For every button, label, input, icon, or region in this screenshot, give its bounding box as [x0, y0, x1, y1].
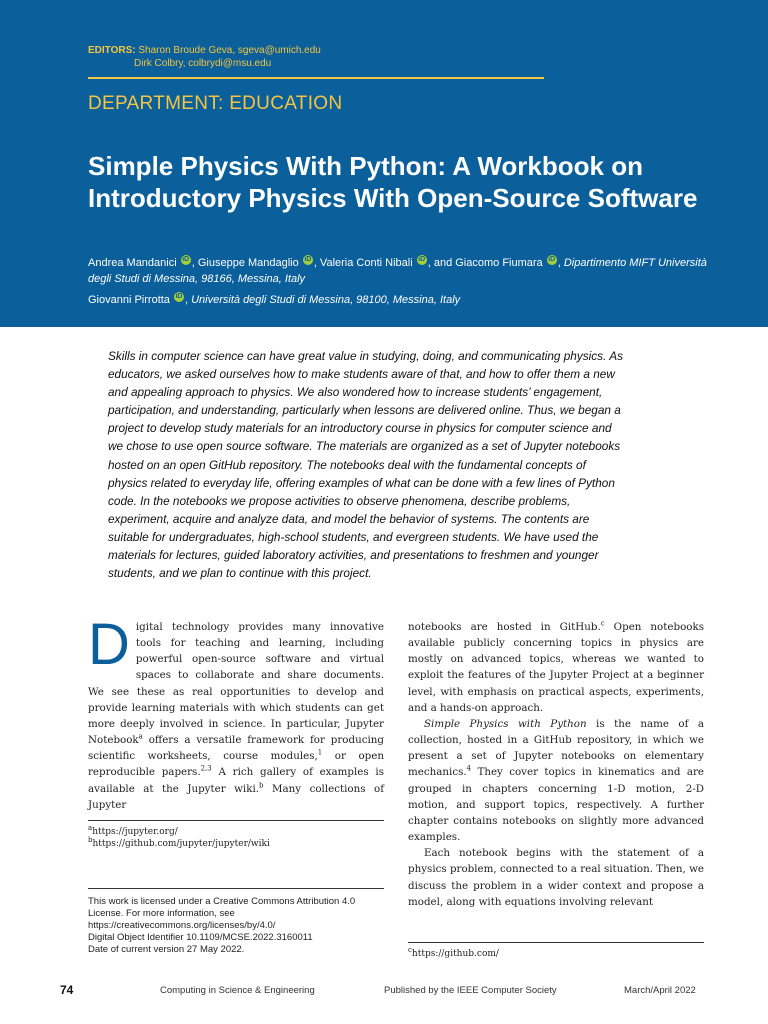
drop-cap: D	[88, 612, 130, 677]
journal-name: Computing in Science & Engineering	[160, 985, 315, 996]
orcid-icon[interactable]: iD	[548, 256, 556, 263]
header-divider	[88, 77, 544, 79]
footnote-divider	[88, 820, 384, 821]
authors-line-1: Andrea Mandanici iD , Giuseppe Mandaglio iD , Valeria Conti Nibali iD , and Giacomo Fiumara iD , Dipartimento MIFT Università degli Studi di Messina, 98166, Messina, Italy	[88, 256, 707, 285]
doi-text: Digital Object Identifier 10.1109/MCSE.2022.3160011	[88, 932, 313, 943]
department-label: DEPARTMENT: EDUCATION	[88, 93, 343, 114]
body-column-right	[408, 619, 704, 910]
license-text: This work is licensed under a Creative Commons Attribution 4.0 License. For more information, see https://creativecommons.org/licenses/by/4.0/	[88, 896, 356, 931]
footnote-c[interactable]: $^c$https://github.com/	[408, 946, 499, 959]
editor-2: Dirk Colbry, colbrydi@msu.edu	[134, 58, 272, 69]
body-column-left	[88, 612, 385, 813]
orcid-icon[interactable]: iD	[182, 256, 190, 263]
authors-block	[88, 255, 728, 313]
editors-label: EDITORS:	[88, 45, 136, 56]
footnote-b[interactable]: $^b$https://github.com/jupyter/jupyter/wiki	[88, 836, 270, 849]
header-banner	[0, 0, 768, 327]
paragraph-3: Each notebook begins with the statement of a physics problem, connected to a real situation. Then, we discuss the problem in a wider context and propose a model, along with equations involving relevant	[408, 847, 704, 908]
editor-1: Sharon Broude Geva, sgeva@umich.edu	[138, 45, 321, 56]
footnote-divider-right	[408, 942, 704, 943]
intro-paragraph: Digital technology provides many innovative tools for teaching and learning, including powerful open-source software and virtual spaces to collaborate and share documents. We see these as real opportunities to develop and provide learning materials with which students can get more deeply involved in science. In particular, Jupyter Notebook$^a$ offers a versatile framework for producing scientific worksheets, course modules,$^1$ or open reproducible papers.$^{2,3}$ A rich gallery of examples is available at the Jupyter wiki.$^b$ Many collections of Jupyter	[88, 612, 385, 811]
orcid-icon[interactable]: iD	[418, 256, 426, 263]
authors-line-2: Giovanni Pirrotta iD , Università degli Studi di Messina, 98100, Messina, Italy	[88, 293, 461, 306]
footnote-a[interactable]: $^a$https://jupyter.org/	[88, 824, 178, 837]
article-title: Simple Physics With Python: A Workbook on Introductory Physics With Open-Source Software	[88, 151, 698, 213]
publisher-name: Published by the IEEE Computer Society	[384, 985, 557, 996]
paragraph-2: Simple Physics with Python is the name of a collection, hosted in a GitHub repository, in which we present a set of Jupyter notebooks on elementary mechanics.$^4$ They cover topics in kinematics and are grouped in chapters concerning 1-D motion, 2-D motion, and support topics, respectively. A further chapter contains notebooks on slightly more advanced examples.	[408, 717, 704, 844]
issue-date: March/April 2022	[624, 985, 696, 996]
license-divider	[88, 888, 384, 889]
orcid-icon[interactable]: iD	[304, 256, 312, 263]
footnotes-left	[88, 826, 384, 850]
paragraph-1: notebooks are hosted in GitHub.$^c$ Open notebooks available publicly concerning topics in physics are mostly on advanced topics, whereas we wanted to exploit the features of the Jupyter Project at a beginner level, with emphasis on practical aspects, experiments, and a hands-on approach.	[408, 619, 704, 714]
page-number: 74	[60, 983, 74, 997]
abstract: Skills in computer science can have great value in studying, doing, and communicating physics. As educators, we asked ourselves how to make students aware of that, and how to offer them a new and appealing approach to physics. We also wondered how to increase students’ engagement, participation, and understanding, particularly when lessons are delivered online. Thus, we began a project to develop study materials for an introductory course in physics for computer science and we chose to use open source software. The materials are organized as a set of Jupyter notebooks hosted on an open GitHub repository. The notebooks deal with the fundamental concepts of physics related to everyday life, offering examples of what can be done with a few lines of Python code. In the notebooks we propose activities to observe phenomena, describe problems, experiment, acquire and analyze data, and model the behavior of systems. The contents are suitable for undergraduates, high-school students, and evergreen students. We have used the materials for lectures, guided laboratory activities, and presentations to freshmen and younger students, and we plan to continue with this project.	[108, 349, 623, 581]
license-block	[88, 896, 384, 956]
editors-block	[88, 44, 321, 70]
orcid-icon[interactable]: iD	[175, 293, 183, 300]
version-date: Date of current version 27 May 2022.	[88, 944, 245, 955]
